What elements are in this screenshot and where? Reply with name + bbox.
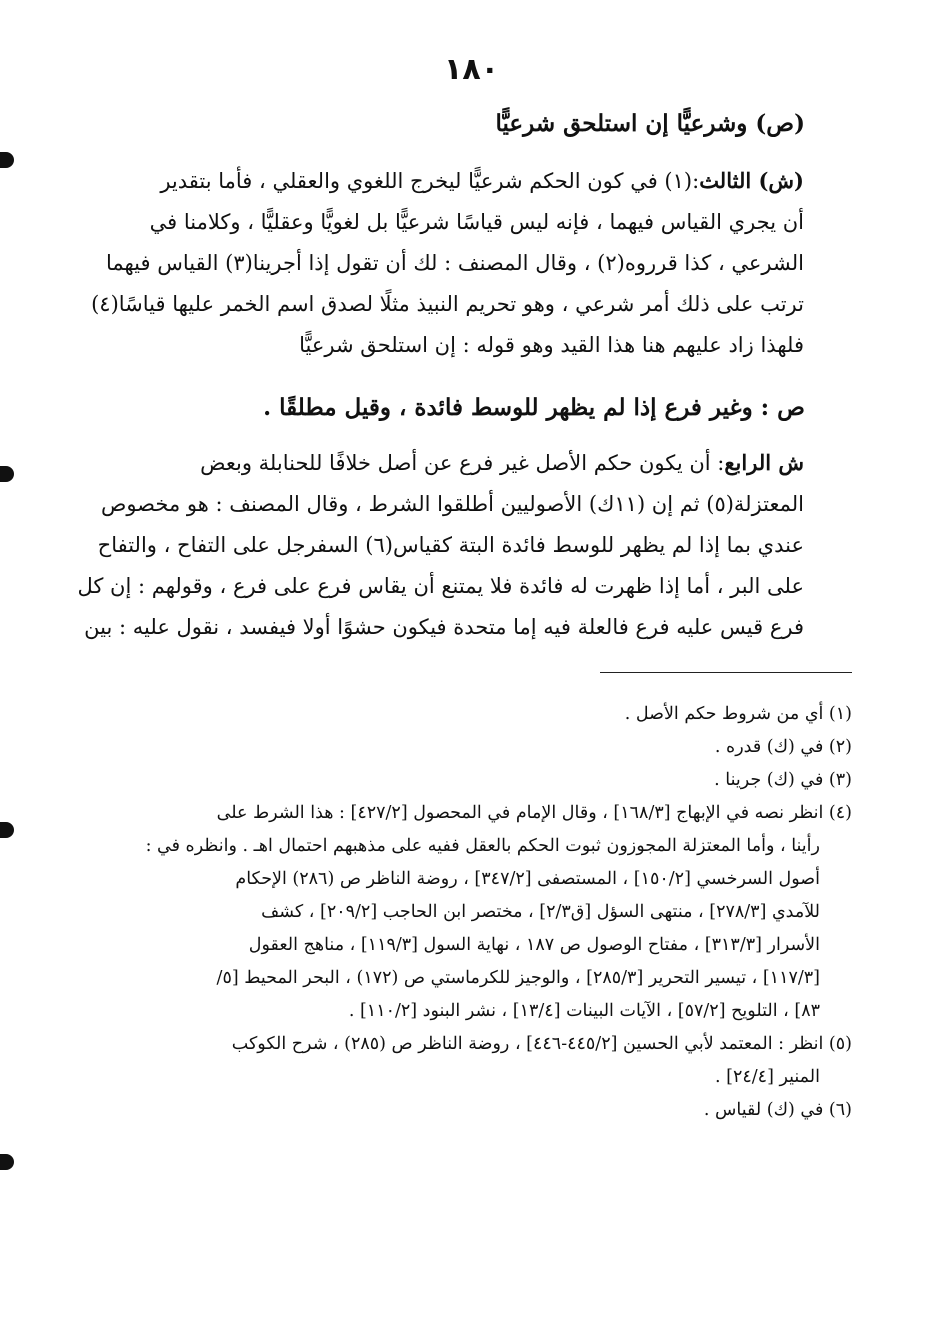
sharh-line: الشرعي ، كذا قرروه(٢) ، وقال المصنف : لك أن تقول إذا أجرينا(٣) القياس فيهما bbox=[105, 251, 804, 275]
binding-mark bbox=[0, 1154, 14, 1170]
matn-heading-2: ص : وغير فرع إذا لم يظهر للوسط فائدة ، وقيل مطلقًا . bbox=[263, 394, 805, 421]
binding-mark bbox=[0, 466, 14, 482]
footnotes bbox=[92, 698, 852, 1127]
sharh-line: فرع قيس عليه فرع فالعلة فيه إما متحدة فيكون حشوًا أولا فيفسد ، نقول عليه : بين bbox=[84, 615, 804, 639]
sharh-line: فلهذا زاد عليهم هنا هذا القيد وهو قوله : إن استلحق شرعيًّا bbox=[299, 333, 804, 357]
sharh-line: (ش) الثالث:(١) في كون الحكم شرعيًّا ليخرج اللغوي والعقلي ، فأما بتقدير bbox=[160, 168, 804, 193]
sharh-lead: ش الرابع bbox=[724, 450, 804, 475]
footnote-1: (١) أي من شروط حكم الأصل . bbox=[624, 704, 852, 724]
sharh-paragraph-1 bbox=[92, 160, 804, 366]
footnote-3: (٣) في (ك) جرينا . bbox=[714, 770, 852, 790]
footnote-5: (٥) انظر : المعتمد لأبي الحسين [٤٤٥/٢-٤٤٦] ، روضة الناظر ص (٢٨٥) ، شرح الكوكب المنير [٢٤/٤] . bbox=[231, 1034, 852, 1087]
footnote-divider bbox=[600, 672, 852, 673]
footnote-4: (٤) انظر نصه في الإبهاج [١٦٨/٣] ، وقال الإمام في المحصول [٤٢٧/٢] : هذا الشرط على رأينا ، وأما المعتزلة المجوزون ثبوت الحكم بالعقل ففيه على مذهبهم احتمال اهـ . وانظره في : أصول السرخسي [١٥٠/٢] ، المستصفى [٣٤٧/٢] ، روضة الناظر ص (٢٨٦) الإحكام للآمدي [٢٧٨/٣] ، منتهى السؤل [ق٢/٣] ، مختصر ابن الحاجب [٢٠٩/٢] ، كشف الأسرار [٣١٣/٣] ، مفتاح الوصول ص ١٨٧ ، نهاية السول [١١٩/٣] ، مناهج العقول [١١٧/٣] ، تيسير التحرير [٢٨٥/٣] ، والوجيز للكرماستي ص (١٧٢) ، البحر المحيط [٥/ ٨٣] ، التلويح [٥٧/٢] ، الآيات البينات [١٣/٤] ، نشر البنود [١١٠/٢] . bbox=[145, 803, 852, 1021]
sharh-lead: (ش) الثالث bbox=[699, 168, 804, 193]
sharh-line: ترتب على ذلك أمر شرعي ، وهو تحريم النبيذ مثلًا لصدق اسم الخمر عليها قياسًا(٤) bbox=[91, 292, 804, 316]
sharh-line: المعتزلة(٥) ثم إن (١١ك) الأصوليين أطلقوا الشرط ، وقال المصنف : هو مخصوص bbox=[100, 492, 804, 516]
sharh-line: على البر ، أما إذا ظهرت له فائدة فلا يمتنع أن يقاس فرع على فرع ، وقولهم : إن كل bbox=[77, 574, 804, 598]
footnote-2: (٢) في (ك) قدره . bbox=[714, 737, 852, 757]
sharh-paragraph-2 bbox=[77, 442, 804, 648]
binding-mark bbox=[0, 152, 14, 168]
page-number: ١٨٠ bbox=[444, 52, 499, 87]
sharh-line: أن يجري القياس فيهما ، فإنه ليس قياسًا شرعيًّا بل لغويًّا وعقليًّا ، وكلامنا في bbox=[149, 210, 804, 234]
sharh-line: عندي بما إذا لم يظهر للوسط فائدة البتة كقياس(٦) السفرجل على التفاح ، والتفاح bbox=[97, 533, 804, 557]
matn-heading-1: (ص) وشرعيًّا إن استلحق شرعيًّا bbox=[495, 110, 805, 137]
binding-mark bbox=[0, 822, 14, 838]
footnote-6: (٦) في (ك) لقياس . bbox=[703, 1100, 852, 1120]
sharh-line: ش الرابع: أن يكون حكم الأصل غير فرع عن أصل خلافًا للحنابلة وبعض bbox=[200, 450, 804, 475]
